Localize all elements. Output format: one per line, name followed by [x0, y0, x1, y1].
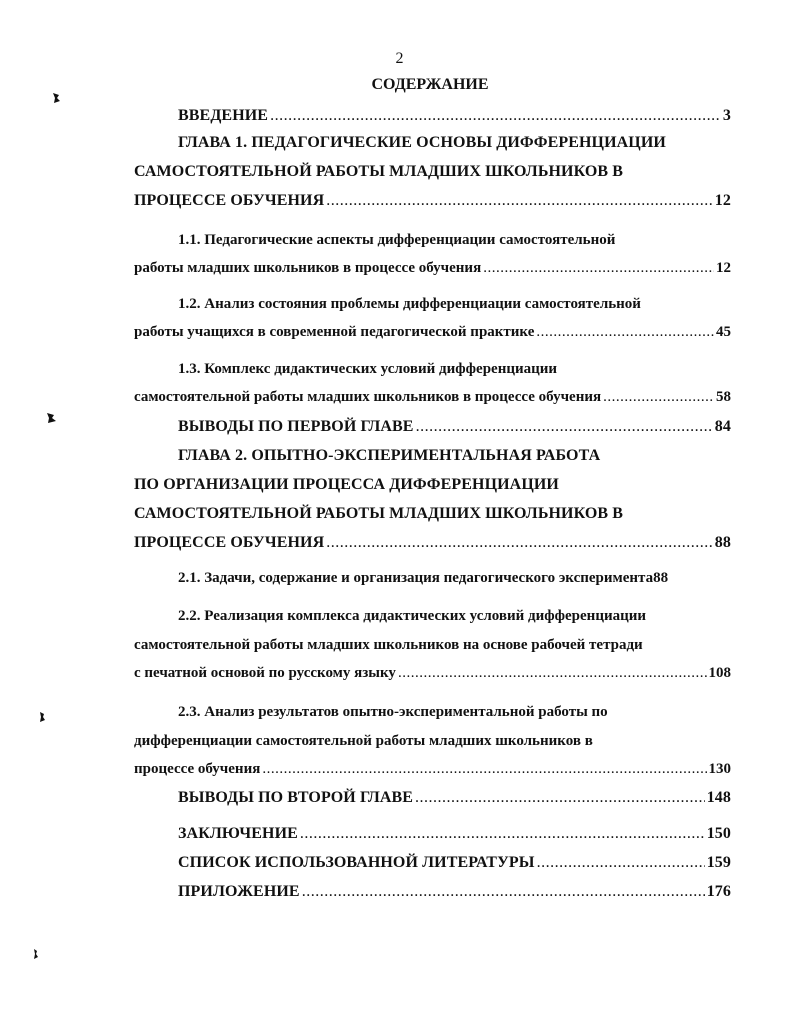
scan-mark-icon [38, 711, 47, 723]
page-number: 2 [395, 50, 404, 67]
toc-page-number: 150 [706, 825, 731, 842]
leader-dots [302, 880, 705, 904]
leader-dots [300, 822, 705, 846]
toc-chapter2-line4[interactable]: ПРОЦЕССЕ ОБУЧЕНИЯ ..... 88 [134, 531, 731, 555]
leader-dots [415, 786, 705, 810]
scan-mark-icon [32, 948, 41, 960]
toc-section-2-2-line3[interactable]: с печатной основой по русскому языку ..... 108 [134, 661, 731, 685]
toc-chapter1-line1[interactable]: ГЛАВА 1. ПЕДАГОГИЧЕСКИЕ ОСНОВЫ ДИФФЕРЕНЦИАЦИИ [178, 134, 666, 151]
toc-entry-references[interactable]: СПИСОК ИСПОЛЬЗОВАННОЙ ЛИТЕРАТУРЫ ..... 159 [178, 851, 731, 875]
toc-section-2-3-line1[interactable]: 2.3. Анализ результатов опытно-экспериментальной работы по [178, 704, 608, 720]
toc-chapter2-line3[interactable]: САМОСТОЯТЕЛЬНОЙ РАБОТЫ МЛАДШИХ ШКОЛЬНИКОВ В [134, 505, 624, 522]
toc-entry-chapter2-conclusions[interactable]: ВЫВОДЫ ПО ВТОРОЙ ГЛАВЕ ..... 148 [178, 786, 731, 810]
toc-entry-label: ВВЕДЕНИЕ [178, 107, 269, 124]
leader-dots [603, 385, 714, 409]
toc-page-number: 84 [714, 418, 731, 435]
toc-chapter1-line3[interactable]: ПРОЦЕССЕ ОБУЧЕНИЯ ..... 12 [134, 189, 731, 213]
toc-page-number: 159 [706, 854, 731, 871]
toc-entry-chapter1-conclusions[interactable]: ВЫВОДЫ ПО ПЕРВОЙ ГЛАВЕ ..... 84 [178, 415, 731, 439]
toc-entry-conclusion[interactable]: ЗАКЛЮЧЕНИЕ ..... 150 [178, 822, 731, 846]
scan-mark-icon [52, 92, 61, 104]
toc-chapter2-line1[interactable]: ГЛАВА 2. ОПЫТНО-ЭКСПЕРИМЕНТАЛЬНАЯ РАБОТА [178, 447, 601, 464]
toc-section-1-2-line2[interactable]: работы учащихся в современной педагогической практике ..... 45 [134, 320, 731, 344]
toc-page-number: 176 [706, 883, 731, 900]
toc-section-1-3-line1[interactable]: 1.3. Комплекс дидактических условий дифференциации [178, 361, 558, 377]
leader-dots [536, 320, 714, 344]
leader-dots [398, 661, 707, 685]
toc-page-number: 12 [716, 260, 731, 276]
toc-page-number: 108 [708, 665, 731, 681]
toc-page-number: 88 [653, 570, 669, 586]
toc-page-number: 58 [716, 389, 731, 405]
leader-dots [262, 757, 706, 781]
leader-dots [326, 531, 713, 555]
toc-entry-introduction[interactable] [178, 104, 731, 128]
toc-section-1-2-line1[interactable]: 1.2. Анализ состояния проблемы дифференциации самостоятельной [178, 296, 641, 312]
toc-section-2-3-line2[interactable]: дифференциации самостоятельной работы младших школьников в [134, 733, 593, 749]
toc-chapter1-line2[interactable]: САМОСТОЯТЕЛЬНОЙ РАБОТЫ МЛАДШИХ ШКОЛЬНИКОВ В [134, 163, 624, 180]
leader-dots [326, 189, 713, 213]
toc-page-number: 3 [722, 107, 731, 124]
toc-section-2-1[interactable]: 2.1. Задачи, содержание и организация педагогического эксперимента 88 [178, 566, 668, 590]
toc-section-2-2-line1[interactable]: 2.2. Реализация комплекса дидактических условий дифференциации [178, 608, 647, 624]
toc-section-1-1-line1[interactable]: 1.1. Педагогические аспекты дифференциации самостоятельной [178, 232, 616, 248]
toc-page-number: 148 [706, 789, 731, 806]
toc-section-1-3-line2[interactable]: самостоятельной работы младших школьников в процессе обучения ..... 58 [134, 385, 731, 409]
scan-mark-icon [46, 412, 55, 424]
leader-dots [483, 256, 714, 280]
toc-chapter2-line2[interactable]: ПО ОРГАНИЗАЦИИ ПРОЦЕССА ДИФФЕРЕНЦИАЦИИ [134, 476, 559, 493]
leader-dots [416, 415, 713, 439]
toc-page-number: 45 [716, 324, 731, 340]
leader-dots [270, 104, 721, 128]
toc-section-1-1-line2[interactable]: работы младших школьников в процессе обучения ..... 12 [134, 256, 731, 280]
toc-section-2-2-line2[interactable]: самостоятельной работы младших школьников на основе рабочей тетради [134, 637, 643, 653]
toc-page-number: 130 [708, 761, 731, 777]
toc-section-2-3-line3[interactable]: процессе обучения ..... 130 [134, 757, 731, 781]
toc-page-number: 12 [714, 192, 731, 209]
toc-page-number: 88 [714, 534, 731, 551]
leader-dots [537, 851, 705, 875]
page-title: СОДЕРЖАНИЕ [371, 76, 489, 93]
toc-entry-appendix[interactable]: ПРИЛОЖЕНИЕ ..... 176 [178, 880, 731, 904]
